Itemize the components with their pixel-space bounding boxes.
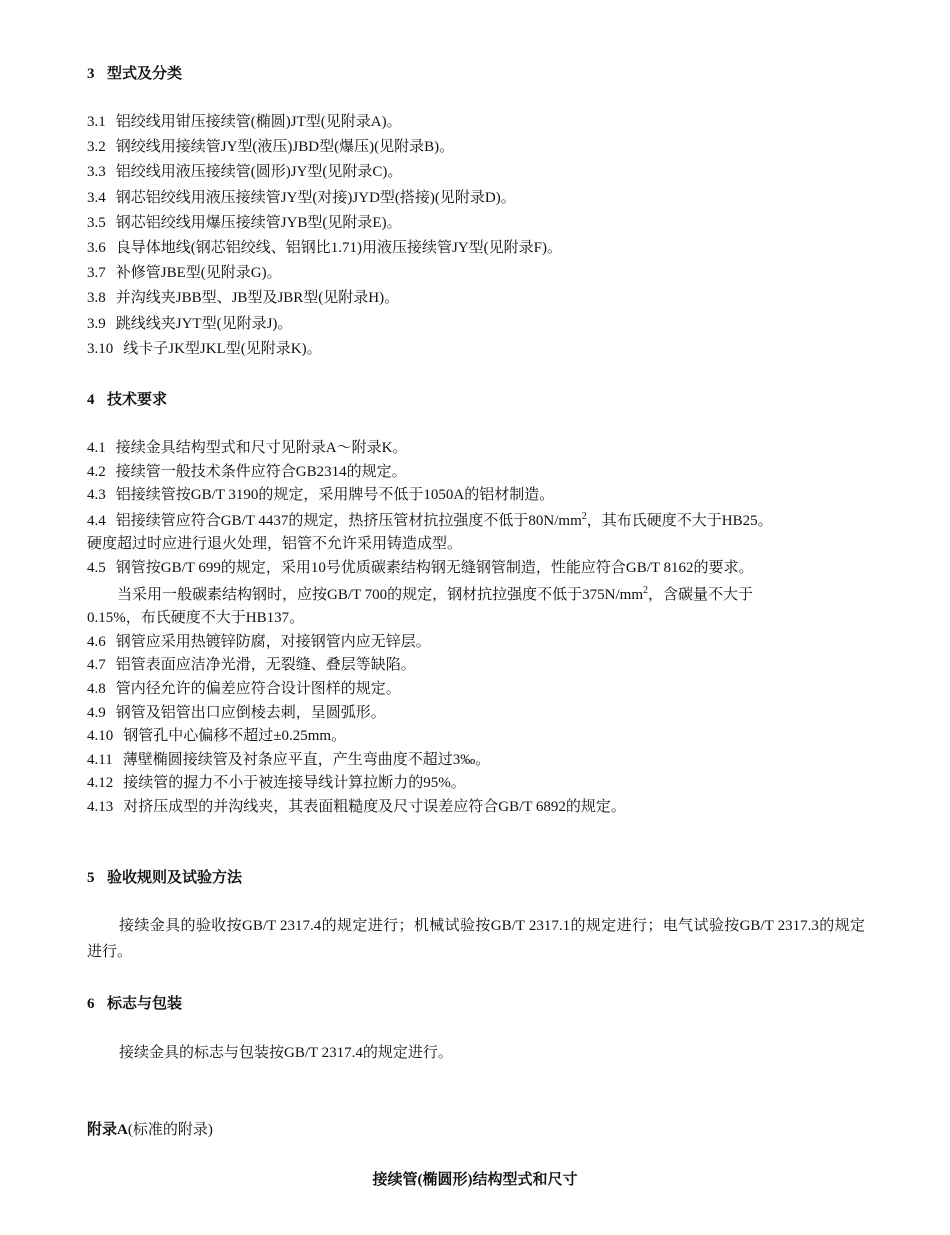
section-6-text: 接续金具的标志与包装按GB/T 2317.4的规定进行。: [119, 1045, 453, 1061]
list-item: 3.4 钢芯铝绞线用液压接续管JY型(对接)JYD型(搭接)(见附录D)。: [87, 189, 516, 206]
list-item: 4.6 钢管应采用热镀锌防腐，对接钢管内应无锌层。: [87, 633, 431, 650]
section-3-list: [87, 110, 865, 362]
section-5-text: 接续金具的验收按GB/T 2317.4的规定进行；机械试验按GB/T 2317.1的规定进行；电气试验按GB/T 2317.3的规定进行。: [87, 918, 865, 960]
list-item: 4.11 薄壁椭圆接续管及衬条应平直，产生弯曲度不超过3‰。: [87, 751, 491, 768]
section-6-heading: 6 标志与包装: [87, 996, 183, 1012]
appendix-title: 接续管(椭圆形)结构型式和尺寸: [372, 1172, 578, 1188]
section-4-list: [87, 437, 865, 820]
list-item: 3.7 补修管JBE型(见附录G)。: [87, 265, 282, 282]
list-item: 4.2 接续管一般技术条件应符合GB2314的规定。: [87, 463, 407, 480]
section-4-heading: 4 技术要求: [87, 392, 168, 408]
list-item: 4.5 钢管按GB/T 699的规定，采用10号优质碳素结构钢无缝钢管制造，性能应符合GB/T 8162的要求。: [87, 559, 754, 576]
list-item: 3.3 铝绞线用液压接续管(圆形)JY型(见附录C)。: [87, 164, 403, 181]
list-item: 4.3 铝接续管按GB/T 3190的规定，采用牌号不低于1050A的铝材制造。: [87, 487, 555, 504]
section-3-heading: 3 型式及分类: [87, 66, 183, 82]
list-item: 3.1 铝绞线用钳压接续管(椭圆)JT型(见附录A)。: [87, 114, 402, 130]
list-item: 3.9 跳线线夹JYT型(见附录J)。: [87, 315, 293, 332]
appendix-label: 附录A(标准的附录): [87, 1122, 213, 1138]
list-item: 4.13 对挤压成型的并沟线夹，其表面粗糙度及尺寸误差应符合GB/T 6892的规定。: [87, 798, 626, 815]
list-item: 3.2 钢绞线用接续管JY型(液压)JBD型(爆压)(见附录B)。: [87, 139, 455, 156]
list-item: 4.4 铝接续管应符合GB/T 4437的规定，热挤压管材抗拉强度不低于$80N/mm^2$，其布氏硬度不大于HB25。: [87, 510, 773, 529]
list-item: 4.7 铝管表面应洁净光滑，无裂缝、叠层等缺陷。: [87, 657, 416, 674]
list-item: 3.5 钢芯铝绞线用爆压接续管JYB型(见附录E)。: [87, 214, 402, 231]
list-item: 4.12 接续管的握力不小于被连接导线计算拉断力的95%。: [87, 775, 466, 792]
list-item: 4.8 管内径允许的偏差应符合设计图样的规定。: [87, 680, 401, 697]
list-item: 4.1 接续金具结构型式和尺寸见附录A～附录K。: [87, 440, 408, 456]
section-5-heading: 5 验收规则及试验方法: [87, 870, 243, 886]
list-item: 4.10 钢管孔中心偏移不超过±0.25mm。: [87, 728, 347, 745]
list-item-continuation: 硬度超过时应进行退火处理，铝管不允许采用铸造成型。: [87, 536, 463, 553]
list-item: 3.8 并沟线夹JBB型、JB型及JBR型(见附录H)。: [87, 290, 400, 307]
list-item: 3.10 线卡子JK型JKL型(见附录K)。: [87, 340, 322, 357]
list-item: 3.6 良导体地线(钢芯铝绞线、铝钢比1.71)用液压接续管JY型(见附录F)。: [87, 239, 562, 256]
list-item: 4.9 钢管及铝管出口应倒棱去刺，呈圆弧形。: [87, 704, 386, 721]
list-item-paragraph: 当采用一般碳素结构钢时，应按GB/T 700的规定，钢材抗拉强度不低于$375N/mm^2$，含碳量不大于: [117, 584, 753, 603]
list-item-continuation: 0.15%，布氏硬度不大于HB137。: [87, 610, 305, 627]
